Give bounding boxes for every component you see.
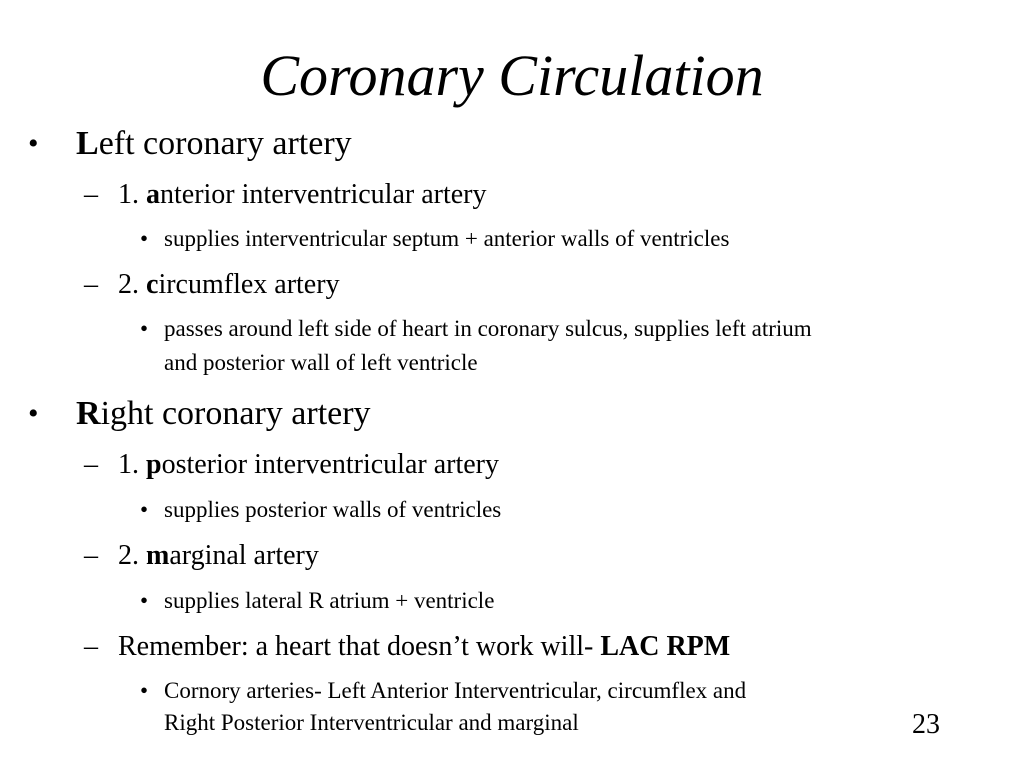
dash-marker: – — [84, 269, 98, 300]
item-number: 2. — [118, 269, 146, 300]
subitem-circumflex-artery — [84, 268, 340, 302]
slide-number: 23 — [912, 709, 940, 740]
bullet-marker: • — [140, 316, 149, 341]
detail-text-continued: and posterior wall of left ventricle — [164, 350, 478, 375]
bullet-marker: • — [28, 397, 39, 430]
bold-initial: a — [146, 179, 160, 210]
detail-text: supplies lateral R atrium + ventricle — [164, 588, 495, 613]
subitem-remember-mnemonic — [84, 630, 731, 664]
detail-passes-around-left-side — [140, 312, 812, 346]
bullet-marker: • — [140, 588, 149, 613]
bold-initial: R — [76, 395, 101, 432]
bullet-marker: • — [28, 127, 39, 160]
subitem-text: nterior interventricular artery — [160, 179, 487, 210]
detail-text: Cornory arteries- Left Anterior Interventricular, circumflex and — [164, 678, 747, 703]
subitem-anterior-interventricular-artery — [84, 178, 487, 212]
detail-supplies-posterior-walls — [140, 493, 502, 527]
detail-supplies-septum — [140, 222, 730, 256]
dash-marker: – — [84, 631, 98, 662]
bold-initial: m — [146, 540, 170, 571]
dash-marker: – — [84, 179, 98, 210]
subitem-text: osterior interventricular artery — [161, 449, 499, 480]
mnemonic-bold: LAC RPM — [600, 631, 731, 662]
dash-marker: – — [84, 540, 98, 571]
subitem-text: ircumflex artery — [158, 269, 340, 300]
detail-text: supplies interventricular septum + anterior walls of ventricles — [164, 226, 730, 251]
bold-initial: L — [76, 125, 99, 162]
item-number: 2. — [118, 540, 146, 571]
bullet-marker: • — [140, 678, 149, 703]
bullet-text: eft coronary artery — [98, 125, 352, 162]
slide-title: Coronary Circulation — [260, 43, 764, 108]
detail-passes-around-left-side-continued — [164, 346, 478, 380]
bullet-marker: • — [140, 226, 149, 251]
item-number: 1. — [118, 449, 146, 480]
bullet-right-coronary-artery — [28, 394, 371, 434]
detail-mnemonic-expansion — [140, 674, 747, 708]
subitem-marginal-artery — [84, 539, 319, 573]
bullet-text: ight coronary artery — [100, 395, 371, 432]
bold-initial: c — [146, 269, 159, 300]
detail-supplies-lateral-r-atrium — [140, 584, 495, 618]
bullet-marker: • — [140, 497, 149, 522]
bold-initial: p — [146, 449, 162, 480]
subitem-posterior-interventricular-artery — [84, 448, 499, 482]
bullet-left-coronary-artery — [28, 124, 352, 164]
dash-marker: – — [84, 449, 98, 480]
mnemonic-prefix: Remember: a heart that doesn’t work will- — [118, 631, 601, 662]
subitem-text: arginal artery — [169, 540, 319, 571]
detail-text: passes around left side of heart in coronary sulcus, supplies left atrium — [164, 316, 812, 341]
detail-text: supplies posterior walls of ventricles — [164, 497, 502, 522]
item-number: 1. — [118, 179, 146, 210]
detail-text-continued: Right Posterior Interventricular and marginal — [164, 710, 579, 735]
detail-mnemonic-expansion-continued — [164, 706, 579, 740]
